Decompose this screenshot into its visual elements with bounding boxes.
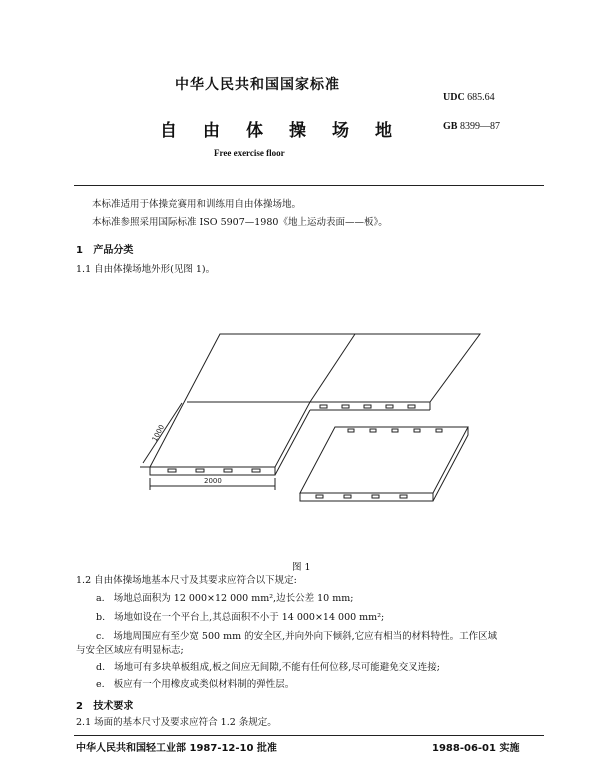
section-2-title: 技术要求 bbox=[93, 701, 134, 712]
section-1-heading bbox=[76, 241, 133, 256]
gb-label: GB bbox=[443, 121, 458, 132]
list-text: 场地可有多块单板组成,板之间应无间隙,不能有任何位移,尽可能避免交叉连接; bbox=[114, 662, 440, 673]
panel-front-slot bbox=[400, 495, 407, 498]
front-slot bbox=[252, 469, 260, 472]
panel-divider-vertical bbox=[310, 334, 355, 402]
item-1-2-heading: 1.2 自由体操场地基本尺寸及其要求应符合以下规定: bbox=[76, 575, 297, 586]
list-text: 板应有一个用橡皮或类似材料制的弹性层。 bbox=[113, 679, 295, 690]
implementation-date: 1988-06-01 实施 bbox=[432, 743, 520, 754]
panel-front-slot bbox=[344, 495, 351, 498]
front-slot bbox=[196, 469, 204, 472]
list-item bbox=[96, 631, 497, 643]
list-item bbox=[96, 679, 294, 691]
notch-slot bbox=[342, 405, 349, 408]
udc-value: 685.64 bbox=[467, 92, 495, 103]
platform-front-edge bbox=[150, 467, 275, 475]
panel-front-slot bbox=[372, 495, 379, 498]
panel-top-slot bbox=[370, 429, 376, 432]
panel-top-slot bbox=[414, 429, 420, 432]
platform-side-edge bbox=[275, 410, 310, 475]
list-marker: c. bbox=[96, 631, 105, 642]
intro-line-1: 本标准适用于体操竞赛用和训练用自由体操场地。 bbox=[92, 199, 302, 210]
list-item bbox=[96, 612, 384, 624]
front-slot bbox=[168, 469, 176, 472]
notch-slot bbox=[364, 405, 371, 408]
single-panel-side bbox=[433, 427, 468, 501]
list-text: 场地周围应有至少宽 500 mm 的安全区,并向外向下倾斜,它应有相当的材料特性。工作区域 bbox=[113, 631, 498, 642]
section-1-title: 产品分类 bbox=[93, 245, 134, 256]
single-panel-front bbox=[300, 493, 433, 501]
footer-rule bbox=[74, 735, 544, 736]
intro-line-2: 本标准参照采用国际标准 ISO 5907—1980《地上运动表面——板》。 bbox=[92, 217, 388, 228]
panel-top-slot bbox=[392, 429, 398, 432]
notch-slot bbox=[408, 405, 415, 408]
notch-slot bbox=[386, 405, 393, 408]
list-marker: d. bbox=[96, 662, 106, 673]
panel-top-slot bbox=[348, 429, 354, 432]
list-text: 场地如设在一个平台上,其总面积不小于 14 000×14 000 mm²; bbox=[114, 612, 385, 623]
document-title: 自由体操场地 bbox=[160, 121, 418, 141]
list-marker: e. bbox=[96, 679, 105, 690]
figure-caption: 图 1 bbox=[292, 562, 311, 573]
item-2-1: 2.1 场面的基本尺寸及要求应符合 1.2 条规定。 bbox=[76, 717, 277, 728]
gb-code bbox=[443, 121, 500, 132]
section-1-number: 1 bbox=[76, 245, 83, 256]
list-item bbox=[96, 662, 440, 674]
item-1-1: 1.1 自由体操场地外形(见图 1)。 bbox=[76, 264, 216, 275]
gb-value: 8399—87 bbox=[459, 121, 500, 132]
list-item-continued: 与安全区域应有明显标志; bbox=[76, 645, 184, 656]
width-dim-label: 2000 bbox=[204, 477, 222, 485]
standard-title: 中华人民共和国国家标准 bbox=[175, 77, 340, 93]
panel-front-slot bbox=[316, 495, 323, 498]
figure-1-diagram bbox=[130, 320, 510, 550]
section-2-number: 2 bbox=[76, 701, 83, 712]
udc-code bbox=[443, 92, 495, 103]
platform-top-face bbox=[150, 334, 480, 467]
list-text: 场地总面积为 12 000×12 000 mm²,边长公差 10 mm; bbox=[113, 593, 354, 604]
section-2-heading bbox=[76, 697, 133, 712]
height-dim-label: 1000 bbox=[150, 423, 167, 443]
header-rule bbox=[74, 185, 544, 186]
udc-label: UDC bbox=[443, 92, 465, 103]
front-slot bbox=[224, 469, 232, 472]
notch-slot bbox=[320, 405, 327, 408]
approval-note: 中华人民共和国轻工业部 1987-12-10 批准 bbox=[76, 743, 277, 754]
list-marker: b. bbox=[96, 612, 106, 623]
list-marker: a. bbox=[96, 593, 105, 604]
panel-top-slot bbox=[436, 429, 442, 432]
list-item bbox=[96, 593, 353, 605]
english-title: Free exercise floor bbox=[214, 148, 285, 158]
